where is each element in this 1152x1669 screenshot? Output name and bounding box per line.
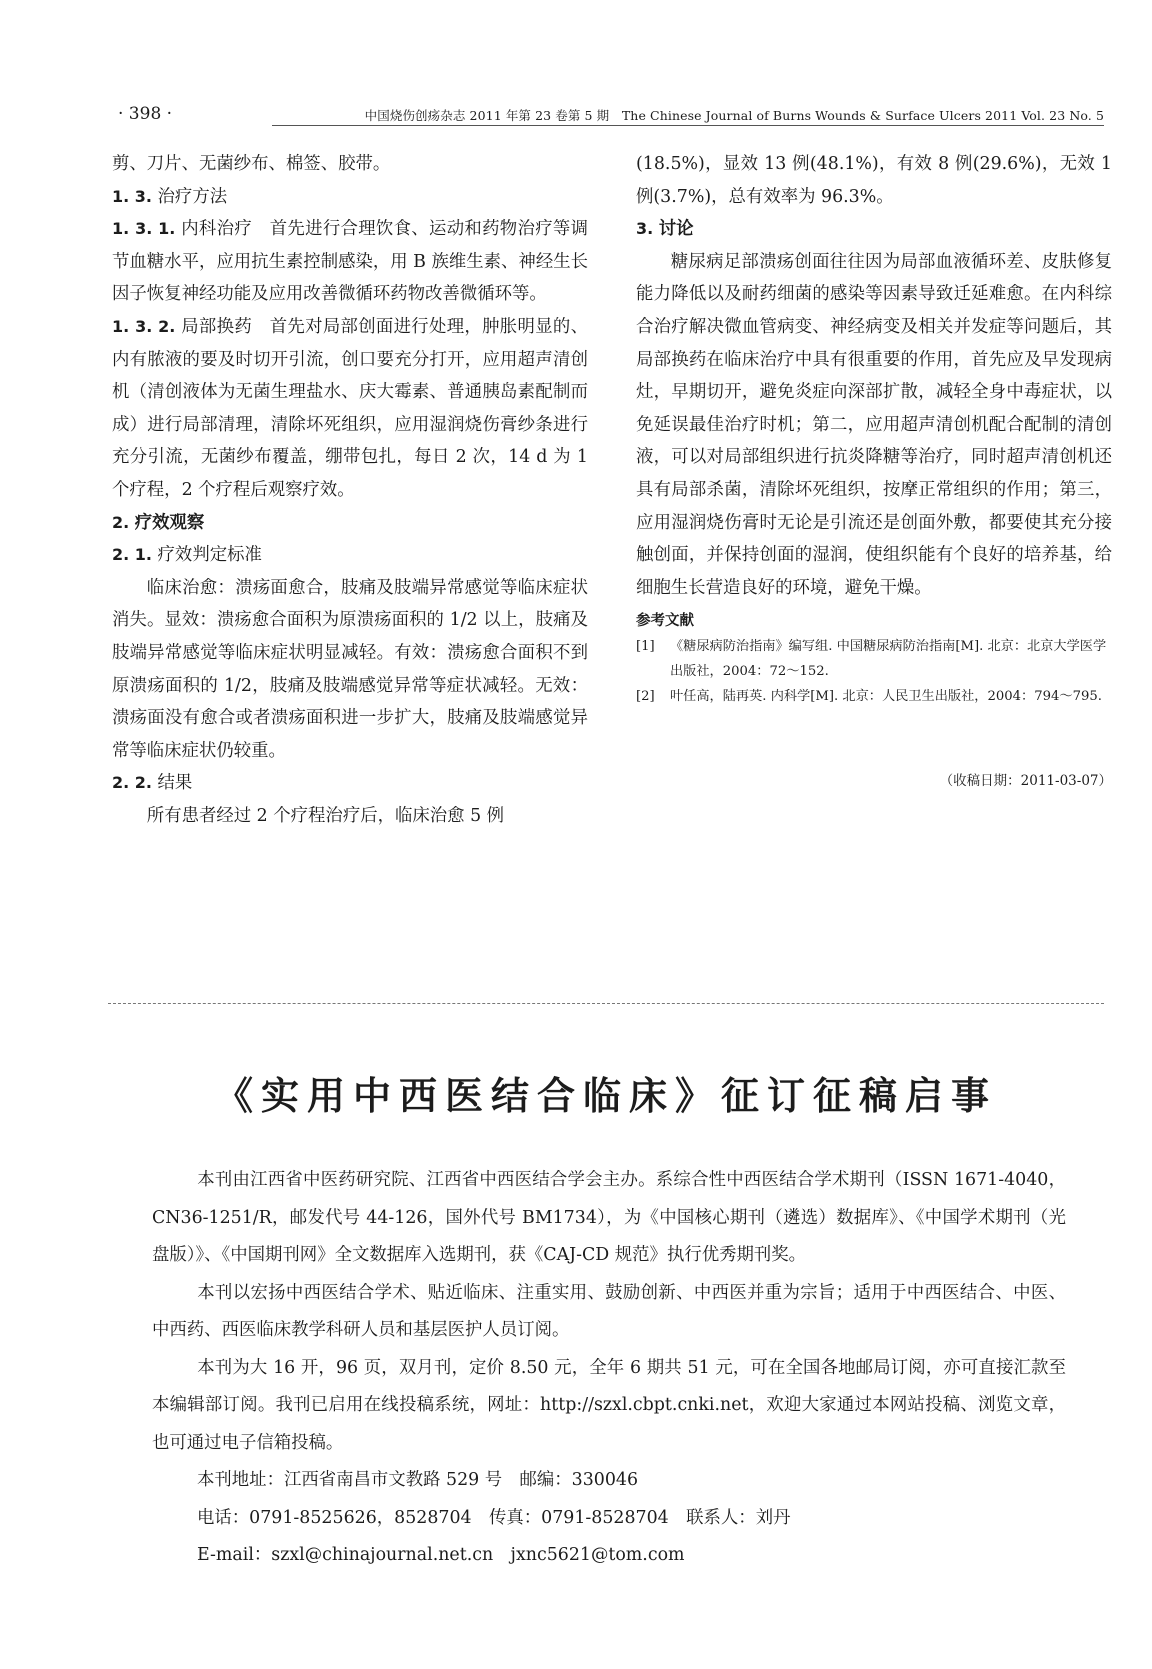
section-divider xyxy=(108,1003,1104,1004)
section-title: 局部换药 xyxy=(181,316,253,337)
section-title: 疗效观察 xyxy=(134,512,205,533)
materials-text-end: 剪、刀片、无菌纱布、棉签、胶带。 xyxy=(112,154,391,174)
paragraph xyxy=(112,311,588,507)
notice-paragraph: 本刊以宏扬中西医结合学术、贴近临床、注重实用、鼓励创新、中西医并重为宗旨；适用于中西医结合、中医、中西药、西医临床教学科研人员和基层医护人员订阅。 xyxy=(152,1282,1066,1340)
paragraph-text: 临床治愈：溃疡面愈合，肢痛及肢端异常感觉等临床症状消失。显效：溃疡愈合面积为原溃疡面积的 1/2 以上，肢痛及肢端异常感觉等临床症状明显减轻。有效：溃疡愈合面积不到原溃疡面积的 1/2，肢痛及肢端感觉异常等症状减轻。无效：溃疡面没有愈合或者溃疡面积进一步扩大，肢痛及肢端感觉异常等临床症状仍较重。 xyxy=(112,577,588,761)
section-number: 1. 3. 2. xyxy=(112,316,176,336)
reference-item xyxy=(636,634,1112,684)
journal-citation: 中国烧伤创疡杂志 2011 年第 23 卷第 5 期 The Chinese Journal of Burns Wounds & Surface Ulcers 2011 Vol. 23 No. 5 xyxy=(364,108,1104,123)
section-number: 3. xyxy=(636,219,654,239)
notice-paragraph: 本刊为大 16 开，96 页，双月刊，定价 8.50 元，全年 6 期共 51 元，可在全国各地邮局订阅，亦可直接汇款至本编辑部订阅。我刊已启用在线投稿系统，网址：http://szxl.cbpt.cnki.net，欢迎大家通过本网站投稿、浏览文章，也可通过电子信箱投稿。 xyxy=(152,1357,1066,1453)
notice-paragraph: 本刊由江西省中医药研究院、江西省中西医结合学会主办。系综合性中西医结合学术期刊（ISSN 1671-4040，CN36-1251/R，邮发代号 44-126，国外代号 BM1734），为《中国核心期刊（遴选）数据库》、《中国学术期刊（光盘版）》、《中国期刊网》全文数据库入选期刊，获《CAJ-CD 规范》执行优秀期刊奖。 xyxy=(152,1170,1066,1265)
paragraph xyxy=(112,213,588,311)
section-number: 1. 3. xyxy=(112,186,152,206)
notice-title: 《实用中西医结合临床》征订征稿启事 xyxy=(214,1073,997,1118)
page-number: · 398 · xyxy=(118,104,173,124)
section-title: 疗效判定标准 xyxy=(157,545,262,566)
reference-item xyxy=(636,684,1112,709)
section-title: 结果 xyxy=(157,773,193,794)
section-heading xyxy=(112,181,588,214)
section-title: 讨论 xyxy=(658,219,694,240)
reference-text: 叶任高，陆再英. 内科学[M]. 北京：人民卫生出版社，2004：794～795. xyxy=(670,689,1102,705)
notice-body xyxy=(152,1162,1066,1575)
paragraph-text: (18.5%)，显效 13 例(48.1%)，有效 8 例(29.6%)，无效 1 例(3.7%)，总有效率为 96.3%。 xyxy=(636,154,1112,207)
references-heading: 参考文献 xyxy=(636,613,694,630)
section-title: 内科治疗 xyxy=(181,219,253,240)
header-rule xyxy=(272,125,1104,126)
section-title: 治疗方法 xyxy=(157,186,228,207)
reference-number: [2] xyxy=(636,689,655,705)
section-number: 2. 2. xyxy=(112,773,152,793)
received-date: （收稿日期：2011-03-07） xyxy=(939,773,1112,790)
paragraph-text: 糖尿病足部溃疡创面往往因为局部血液循环差、皮肤修复能力降低以及耐药细菌的感染等因素导致迁延难愈。在内科综合治疗解决微血管病变、神经病变及相关并发症等问题后，其局部换药在临床治疗中具有很重要的作用，首先应及早发现病灶，早期切开，避免炎症向深部扩散，减轻全身中毒症状，以免延误最佳治疗时机；第二，应用超声清创机配合配制的清创液，可以对局部组织进行抗炎降糖等治疗，同时超声清创机还具有局部杀菌，清除坏死组织，按摩正常组织的作用；第三，应用湿润烧伤膏时无论是引流还是创面外敷，都要使其充分接触创面，并保持创面的湿润，使组织能有个良好的培养基，给细胞生长营造良好的环境，避免干燥。 xyxy=(636,251,1112,598)
section-heading xyxy=(112,539,588,572)
notice-phone: 电话：0791-8525626，8528704 传真：0791-8528704 联系人：刘丹 xyxy=(197,1507,791,1528)
section-heading xyxy=(112,767,588,800)
section-number: 2. xyxy=(112,512,130,532)
section-heading xyxy=(636,213,1112,246)
running-header xyxy=(108,102,1104,126)
notice-email: E-mail：szxl@chinajournal.net.cn jxnc5621@tom.com xyxy=(197,1545,685,1565)
paragraph-text: 所有患者经过 2 个疗程治疗后，临床治愈 5 例 xyxy=(146,805,505,826)
paragraph-text: 首先对局部创面进行处理，肿胀明显的、内有脓液的要及时切开引流，创口要充分打开，应用超声清创机（清创液体为无菌生理盐水、庆大霉素、普通胰岛素配制而成）进行局部清理，清除坏死组织，应用湿润烧伤膏纱条进行充分引流，无菌纱布覆盖，绷带包扎，每日 2 次，14 d 为 1 个疗程，2 个疗程后观察疗效。 xyxy=(112,316,588,500)
right-column xyxy=(636,148,1112,798)
section-heading xyxy=(112,507,588,540)
section-number: 1. 3. 1. xyxy=(112,219,176,239)
left-column xyxy=(112,148,588,832)
notice-address: 本刊地址：江西省南昌市文教路 529 号 邮编：330046 xyxy=(197,1470,639,1490)
reference-number: [1] xyxy=(636,639,655,655)
section-number: 2. 1. xyxy=(112,545,152,565)
paragraph-text: 首先进行合理饮食、运动和药物治疗等调节血糖水平，应用抗生素控制感染，用 B 族维生素、神经生长因子恢复神经功能及应用改善微循环药物改善微循环等。 xyxy=(112,219,588,305)
reference-text: 《糖尿病防治指南》编写组. 中国糖尿病防治指南[M]. 北京：北京大学医学出版社，2004：72～152. xyxy=(670,639,1107,680)
